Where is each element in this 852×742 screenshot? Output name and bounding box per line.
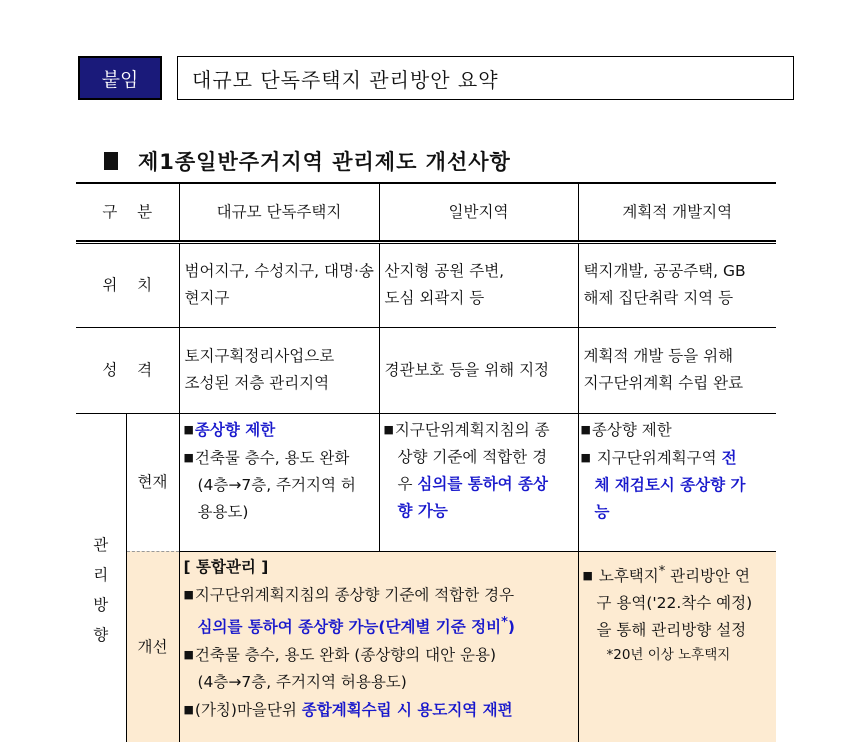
header-col1: 대규모 단독주택지	[179, 183, 379, 241]
current-col2	[379, 413, 578, 551]
improve-heading: [ 통합관리 ]	[183, 557, 269, 576]
document-title: 대규모 단독주택지 관리방안 요약	[177, 56, 794, 100]
current-col1	[179, 413, 379, 551]
improve-item2: ■건축물 층수, 용도 완화 (종상향의 대안 운용)	[183, 645, 497, 664]
management-label	[76, 413, 126, 742]
bullet-icon: ■	[580, 422, 591, 436]
character-col2: 경관보호 등을 위해 지정	[379, 327, 578, 413]
improve-item3: ■(가칭)마을단위 종합계획수립 시 용도지역 재편	[183, 700, 513, 719]
current-row	[76, 413, 776, 551]
location-col3-line2: 해제 집단취락 지역 등	[583, 289, 734, 307]
current-col2-line4: 향 가능	[397, 501, 448, 520]
character-label: 성 격	[76, 327, 179, 413]
appendix-tag: 붙임	[78, 56, 162, 100]
character-col3-line1: 계획적 개발 등을 위해	[583, 347, 734, 365]
character-col3-line2: 지구단위계획 수립 완료	[583, 374, 744, 392]
current-col3-item2: ■ 지구단위계획구역 전	[580, 448, 737, 467]
current-col2-line1: ■지구단위계획지침의 종	[383, 420, 550, 439]
location-row	[76, 243, 776, 327]
bullet-icon: ■	[383, 422, 394, 436]
comparison-table	[76, 182, 776, 742]
header-col2: 일반지역	[379, 183, 578, 241]
character-col1-line2: 조성된 저층 관리지역	[184, 374, 330, 392]
header-row	[76, 183, 776, 241]
current-col1-item1: ■종상향 제한	[183, 420, 276, 439]
improve-item1-line2: 심의를 통하여 종상향 가능(단계별 기준 정비*)	[197, 614, 515, 636]
character-col1-line1: 토지구획정리사업으로	[184, 347, 335, 365]
section-heading-text: 제1종일반주거지역 관리제도 개선사항	[138, 150, 511, 174]
current-col2-line2: 상향 기준에 적합한 경	[397, 447, 548, 466]
character-col3	[578, 327, 776, 413]
improve-col3-line1: ■ 노후택지* 관리방안 연	[582, 563, 750, 585]
current-col2-line3: 우 심의를 통하여 종상	[397, 474, 548, 493]
section-heading	[104, 146, 511, 176]
improve-col3	[578, 551, 776, 742]
improve-item2-line2: (4층→7층, 주거지역 허용용도)	[197, 672, 407, 691]
improve-row	[76, 551, 776, 742]
improve-item1: ■지구단위계획지침의 종상향 기준에 적합한 경우	[183, 585, 515, 604]
header-col3: 계획적 개발지역	[578, 183, 776, 241]
bullet-icon: ■	[183, 587, 194, 601]
bullet-icon: ■	[582, 568, 593, 582]
character-col1	[179, 327, 379, 413]
square-bullet-icon	[104, 152, 118, 170]
improve-merged-cell	[179, 551, 578, 742]
improve-col3-line2: 구 용역('22.착수 예정)	[596, 593, 753, 612]
current-col3-line4: 능	[594, 502, 610, 521]
improve-col3-note: *20년 이상 노후택지	[606, 646, 731, 663]
character-row	[76, 327, 776, 413]
management-label-char-4: 향	[93, 626, 109, 645]
management-label-char-2: 리	[93, 566, 109, 585]
current-col3	[578, 413, 776, 551]
location-col1: 범어지구, 수성지구, 대명·송현지구	[179, 243, 379, 327]
bullet-icon: ■	[183, 702, 194, 716]
management-label-char-1: 관	[93, 536, 109, 555]
location-label: 위 치	[76, 243, 179, 327]
current-col1-item2: ■건축물 층수, 용도 완화	[183, 448, 350, 467]
improve-label: 개선	[126, 551, 179, 742]
current-col1-item2-line3: 용용도)	[197, 502, 249, 521]
bullet-icon: ■	[580, 450, 591, 464]
bullet-icon: ■	[183, 647, 194, 661]
header-division: 구 분	[76, 183, 179, 241]
management-label-char-3: 방	[93, 596, 109, 615]
location-col3-line1: 택지개발, 공공주택, GB	[583, 262, 746, 280]
current-col1-item2-line2: (4층→7층, 주거지역 허	[197, 475, 356, 494]
location-col3	[578, 243, 776, 327]
improve-col3-line3: 을 통해 관리방향 설정	[596, 620, 747, 639]
location-col2	[379, 243, 578, 327]
location-col2-line2: 도심 외곽지 등	[384, 289, 485, 307]
current-label: 현재	[126, 413, 179, 551]
current-col3-line3: 체 재검토시 종상향 가	[594, 475, 746, 494]
current-col3-item1: ■종상향 제한	[580, 420, 672, 439]
bullet-icon: ■	[183, 450, 194, 464]
bullet-icon: ■	[183, 422, 194, 436]
location-col2-line1: 산지형 공원 주변,	[384, 262, 505, 280]
